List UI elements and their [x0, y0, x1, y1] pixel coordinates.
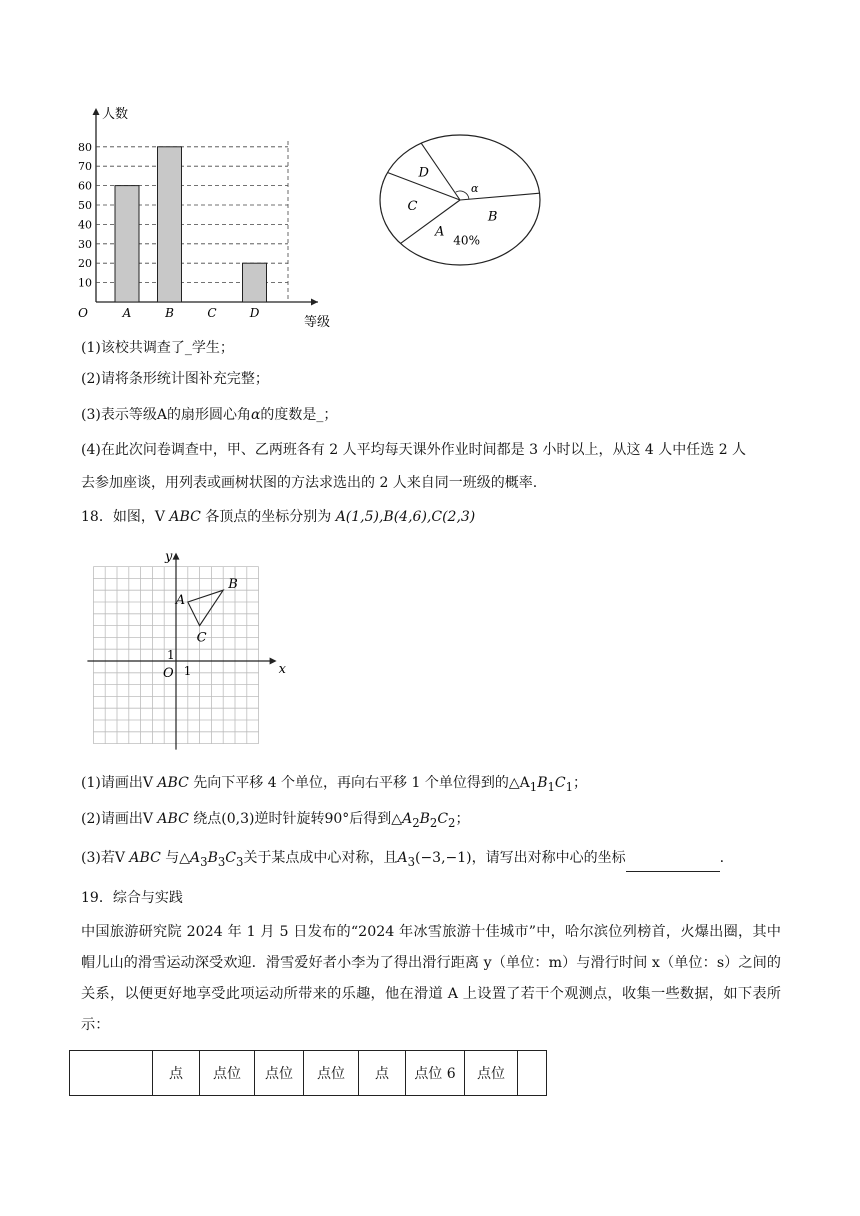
table-cell: 点	[153, 1051, 200, 1096]
vertex-label-a: A	[175, 593, 186, 608]
subscript: 2	[448, 815, 456, 830]
q18-part1-a: (1)请画出	[81, 775, 143, 791]
y-tick-label: 40	[78, 218, 92, 232]
pie-chart	[380, 130, 550, 280]
x-tick-label: C	[207, 306, 217, 320]
x-tick-label: B	[165, 306, 174, 320]
pie-label-b: B	[487, 209, 498, 225]
q18-part2-a: (2)请画出	[81, 811, 143, 827]
q19-title: 19．综合与实践	[81, 890, 183, 906]
q18-part2-c: 逆时针旋转	[254, 811, 325, 827]
q18-intro	[81, 507, 475, 527]
q18-intro-tail: 各顶点的坐标分别为	[200, 509, 336, 525]
subscript: 3	[407, 854, 415, 869]
period: .	[719, 850, 725, 866]
y-tick-label: 60	[78, 179, 92, 193]
subscript: 3	[200, 854, 208, 869]
q18-part3-b: 与	[160, 850, 180, 866]
bar-a	[115, 186, 139, 302]
q17-part4-line1: (4)在此次问卷调查中，甲、乙两班各有 2 人平均每天课外作业时间都是 3 小时以上，从这 4 人中任选 2 人	[81, 442, 747, 458]
semicolon: ；	[573, 775, 588, 791]
y-tick-label: 50	[78, 199, 92, 212]
y-unit-label: 1	[167, 648, 175, 663]
table-cell: 点位	[304, 1051, 359, 1096]
y-axis-label: 人数	[102, 107, 129, 122]
subscript: 3	[217, 854, 226, 869]
triangle-symbol: V	[154, 509, 165, 525]
y-axis-label: y	[165, 549, 173, 565]
q18-part3-c: 关于某点成中心对称，且	[243, 850, 398, 866]
table-cell: 点位	[200, 1051, 255, 1096]
rotation-angle: 90°	[324, 811, 350, 827]
q18-part3-d: ，请写出对称中心的坐标	[471, 850, 626, 866]
table-cell: 点位	[255, 1051, 304, 1096]
y-tick-label: 20	[78, 257, 92, 271]
table-cell: 点	[359, 1051, 406, 1096]
triangle-name: ABC	[157, 775, 189, 791]
triangle-symbol: V	[142, 775, 153, 791]
subscript: 1	[565, 779, 574, 794]
q18-part2-b: 绕点	[188, 811, 222, 827]
triangle-symbol: V	[142, 811, 153, 827]
table-cell: 点位	[465, 1051, 518, 1096]
q18-part2: (2)请画出V ABC 绕点(0,3)逆时针旋转90°后得到$\triangle A_2B_2C_2$；	[81, 811, 470, 830]
triangle-name: ABC	[157, 811, 189, 827]
vertex-coordinates: A(1,5),B(4,6),C(2,3)	[335, 509, 476, 525]
triangle-abc	[188, 590, 223, 625]
q18-part2-d: 后得到	[349, 811, 392, 827]
alpha-label: α	[471, 182, 479, 195]
q17-part3-text-b: 的度数是_；	[260, 407, 338, 423]
y-tick-label: 70	[78, 160, 92, 174]
pie-label-d: D	[418, 165, 429, 181]
q17-part3	[81, 405, 337, 425]
vertex-label-b: B	[228, 577, 238, 593]
subscript: 3	[236, 854, 244, 869]
subscript: 2	[412, 815, 420, 830]
vertex-c: C	[554, 775, 566, 791]
y-tick-label: 80	[78, 140, 92, 154]
pie-label-c: C	[407, 198, 418, 214]
subscript: 2	[429, 815, 438, 830]
bar-b	[158, 147, 182, 302]
observation-table	[69, 1050, 547, 1096]
q17-part3-text-a: (3)表示等级A的扇形圆心角	[81, 407, 251, 423]
q18-part3-a: (3)若	[81, 850, 115, 866]
subscript: 1	[547, 779, 555, 794]
origin-label: O	[163, 666, 174, 681]
q19-body: 中国旅游研究院 2024 年 1 月 5 日发布的“2024 年冰雪旅游十佳城市”中，哈尔滨位列榜首，火爆出圈，其中帽儿山的滑雪运动深受欢迎．滑雪爱好者小李为了得出滑行距离 y（单位：m）与滑行时间 x（单位：s）之间的关系，以便更好地享受此项运动所带来的乐趣，他在滑道 A 上设置了若干个观测点，收集一些数据，如下表所示：	[81, 924, 781, 1033]
x-tick-label: A	[122, 306, 132, 320]
x-axis-arrow	[270, 658, 277, 665]
q18-part1-b: 先向下平移 4 个单位，再向右平移 1 个单位得到的	[188, 775, 509, 791]
q18-number: 18．如图，	[81, 509, 155, 525]
table-cell	[518, 1051, 547, 1096]
triangle-symbol: V	[114, 850, 125, 866]
triangle-name: ABC	[169, 509, 201, 525]
x-axis-label: 等级	[304, 315, 331, 330]
table-row	[70, 1051, 547, 1096]
y-axis-arrow	[93, 108, 100, 115]
table-cell: 点位 6	[406, 1051, 465, 1096]
q18-part1	[81, 773, 587, 797]
pie-label-b-percent: 40%	[453, 233, 480, 248]
y-tick-label: 30	[78, 237, 92, 251]
x-unit-label: 1	[183, 664, 192, 678]
x-axis-arrow	[311, 299, 318, 306]
q17-part4-line2: 去参加座谈，用列表或画树状图的方法求选出的 2 人来自同一班级的概率.	[81, 475, 538, 491]
triangle-a1: △A	[508, 775, 530, 791]
bar-d	[243, 263, 267, 302]
coordinate-grid	[78, 540, 286, 745]
a3-coordinates: (−3,−1)	[414, 850, 472, 866]
table-cell	[70, 1051, 153, 1096]
bar-chart	[70, 100, 340, 332]
q17-part2: (2)请将条形统计图补充完整；	[81, 371, 269, 387]
subscript: 1	[529, 779, 538, 794]
x-axis-label: x	[278, 662, 286, 677]
rotation-center: (0,3)	[221, 811, 255, 827]
y-tick-label: 10	[78, 276, 92, 290]
origin-label: O	[78, 306, 88, 320]
x-tick-label: D	[249, 306, 260, 320]
vertex-label-c: C	[196, 630, 207, 646]
vertex-b: B	[537, 775, 548, 791]
y-axis-arrow	[173, 553, 180, 560]
alpha-symbol: α	[250, 407, 261, 423]
q17-part1: (1)该校共调查了_学生；	[81, 340, 234, 356]
q18-part3: (3)若V ABC 与$\triangle A_3B_3C_3$关于某点成中心对称，且$A_3(-3,-1)$，请写出对称中心的坐标 .	[81, 848, 724, 872]
semicolon: ；	[455, 811, 470, 827]
triangle-name: ABC	[129, 850, 161, 866]
answer-blank[interactable]	[626, 857, 720, 872]
pie-label-a: A	[434, 224, 445, 240]
